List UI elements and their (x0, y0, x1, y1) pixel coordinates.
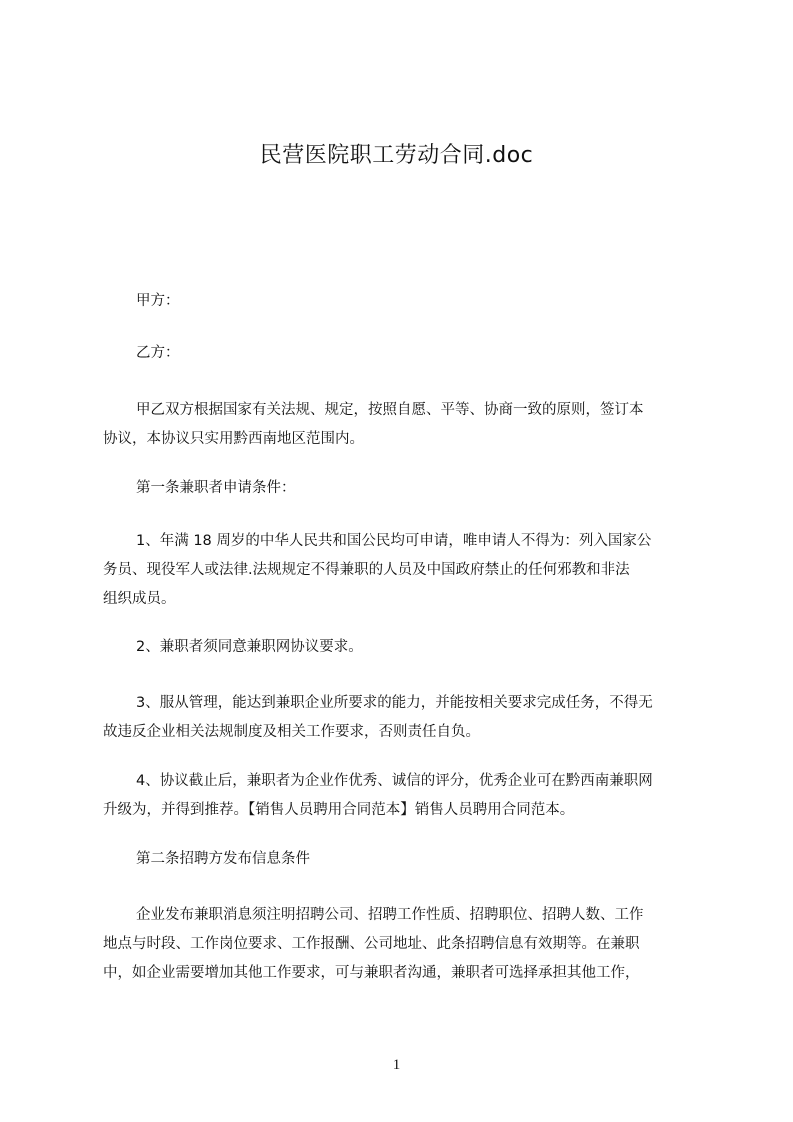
paragraph-line: 中，如企业需要增加其他工作要求，可与兼职者沟通，兼职者可选择承担其他工作， (103, 965, 640, 981)
party-a (103, 287, 703, 316)
clause-item-1 (103, 527, 703, 614)
clause-item-4 (103, 767, 703, 825)
paragraph-line: 故违反企业相关法规制度及相关工作要求，否则责任自负。 (103, 724, 480, 740)
article-2-heading (103, 845, 703, 874)
article-2-body (103, 901, 703, 988)
paragraph-line: 1、年满 18 周岁的中华人民共和国公民均可申请，唯申请人不得为：列入国家公 (136, 533, 652, 549)
paragraph-line: 升级为，并得到推荐。【销售人员聘用合同范本】销售人员聘用合同范本。 (103, 802, 575, 818)
clause-item-2 (103, 633, 703, 662)
paragraph-line: 第一条兼职者申请条件： (136, 480, 296, 496)
paragraph-line: 4、协议截止后，兼职者为企业作优秀、诚信的评分，优秀企业可在黔西南兼职网 (136, 773, 653, 789)
paragraph-line: 甲方： (136, 293, 180, 309)
paragraph-line: 组织成员。 (103, 591, 176, 607)
article-1-heading (103, 474, 703, 503)
paragraph-line: 地点与时段、工作岗位要求、工作报酬、公司地址、此条招聘信息有效期等。在兼职 (103, 936, 640, 952)
clause-item-3 (103, 689, 703, 747)
paragraph-line: 3、服从管理，能达到兼职企业所要求的能力，并能按相关要求完成任务，不得无 (136, 695, 653, 711)
paragraph-line: 企业发布兼职消息须注明招聘公司、招聘工作性质、招聘职位、招聘人数、工作 (136, 907, 644, 923)
paragraph-line: 乙方： (136, 345, 180, 361)
document-title: 民营医院职工劳动合同.doc (259, 143, 534, 168)
paragraph-line: 2、兼职者须同意兼职网协议要求。 (136, 639, 363, 655)
paragraph-line: 务员、现役军人或法律.法规规定不得兼职的人员及中国政府禁止的任何邪教和非法 (103, 562, 630, 578)
page-number: 1 (392, 1057, 401, 1073)
paragraph-line: 协议，本协议只实用黔西南地区范围内。 (103, 431, 364, 447)
preamble-paragraph (103, 396, 703, 454)
paragraph-line: 第二条招聘方发布信息条件 (136, 851, 310, 867)
party-b (103, 339, 703, 368)
paragraph-line: 甲乙双方根据国家有关法规、规定，按照自愿、平等、协商一致的原则，签订本 (136, 402, 644, 418)
